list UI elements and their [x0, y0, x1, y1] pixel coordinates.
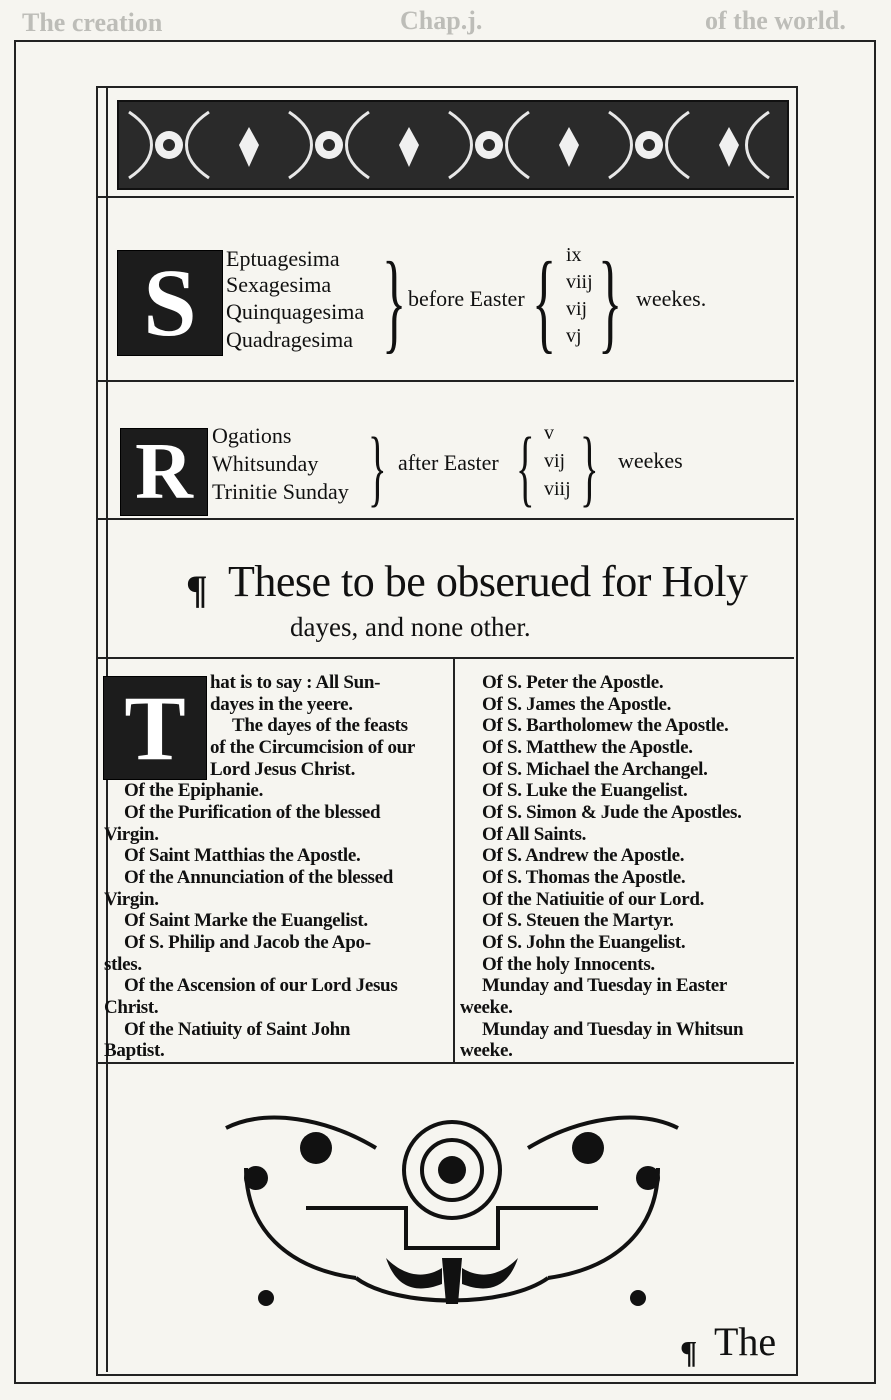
left-line: Of the Ascension of our Lord Jesus — [124, 975, 398, 996]
right-line: Of the Natiuitie of our Lord. — [482, 889, 705, 910]
column-divider — [453, 657, 455, 1062]
pilcrow-icon: ¶ — [186, 567, 208, 612]
right-line: Of S. James the Apostle. — [482, 694, 672, 715]
left-line: Of the Epiphanie. — [124, 780, 264, 801]
rule-below-columns — [96, 1062, 794, 1064]
left-line: Of Saint Marke the Euangelist. — [124, 910, 368, 931]
right-line: Munday and Tuesday in Easter — [482, 975, 728, 996]
left-line: Of S. Philip and Jacob the Apo- — [124, 932, 371, 953]
catchword: The — [714, 1319, 777, 1364]
septuagesima-weeks-1: ix — [566, 244, 582, 266]
left-line: Of the Natiuity of Saint John — [124, 1019, 351, 1040]
right-line: Of S. John the Euangelist. — [482, 932, 686, 953]
rule-below-banner — [96, 196, 794, 198]
right-line: Of S. Thomas the Apostle. — [482, 867, 686, 888]
right-line: Of S. Luke the Euangelist. — [482, 780, 688, 801]
rogation-sunday-2: Whitsunday — [212, 451, 319, 476]
left-line: Of Saint Matthias the Apostle. — [124, 845, 361, 866]
brace-icon: } — [368, 419, 387, 515]
brace-icon: } — [382, 240, 407, 364]
septuagesima-sunday-3: Quinquagesima — [226, 299, 365, 324]
left-line: stles. — [104, 954, 142, 975]
right-line: weeke. — [460, 997, 513, 1018]
left-line: Virgin. — [104, 824, 159, 845]
bleed-header-center: Chap.j. — [400, 6, 483, 35]
drop-cap-s: S — [117, 250, 223, 356]
septuagesima-sunday-4: Quadragesima — [226, 327, 354, 352]
drop-cap-t: T — [103, 676, 207, 780]
left-line: dayes in the yeere. — [210, 694, 353, 715]
rule-above-columns — [96, 657, 794, 659]
rogation-unit: weekes — [618, 448, 683, 473]
left-line: Baptist. — [104, 1040, 165, 1061]
catchword-pilcrow-icon: ¶ — [680, 1334, 698, 1370]
septuagesima-relation: before Easter — [408, 286, 525, 311]
right-line: Of the holy Innocents. — [482, 954, 655, 975]
septuagesima-sunday-1: Eptuagesima — [226, 246, 340, 271]
left-line: of the Circumcision of our — [210, 737, 416, 758]
thistle-rose-ornament-icon — [119, 102, 787, 188]
left-line: Virgin. — [104, 889, 159, 910]
brace-open-icon: { — [532, 240, 557, 364]
right-line: Of S. Steuen the Martyr. — [482, 910, 674, 931]
left-line: Of the Purification of the blessed — [124, 802, 381, 823]
left-line: Christ. — [104, 997, 159, 1018]
holy-days-heading-line1: These to be obserued for Holy — [228, 557, 748, 606]
rogation-sunday-3: Trinitie Sunday — [212, 479, 349, 504]
left-line: hat is to say : All Sun- — [210, 672, 381, 693]
septuagesima-sunday-2: Sexagesima — [226, 272, 332, 297]
rogation-sunday-1: Ogations — [212, 423, 292, 448]
left-line: Lord Jesus Christ. — [210, 759, 356, 780]
septuagesima-weeks-3: vij — [566, 298, 588, 320]
left-line: The dayes of the feasts — [232, 715, 408, 736]
right-line: Of S. Peter the Apostle. — [482, 672, 664, 693]
right-line: Of S. Michael the Archangel. — [482, 759, 708, 780]
septuagesima-unit: weekes. — [636, 286, 707, 311]
ornamental-banner — [117, 100, 789, 190]
brace-close-icon: } — [580, 419, 599, 515]
right-line: Munday and Tuesday in Whitsun — [482, 1019, 744, 1040]
right-line: Of S. Simon & Jude the Apostles. — [482, 802, 742, 823]
right-line: Of S. Matthew the Apostle. — [482, 737, 693, 758]
rule-below-septuagesima — [96, 380, 794, 382]
brace-open-icon: { — [516, 419, 535, 515]
left-line: Of the Annunciation of the blessed — [124, 867, 394, 888]
right-line: weeke. — [460, 1040, 513, 1061]
septuagesima-weeks-2: viij — [566, 271, 593, 293]
cherub-tailpiece-ornament-icon — [206, 1108, 698, 1318]
rogation-weeks-1: v — [544, 422, 554, 444]
right-line: Of S. Bartholomew the Apostle. — [482, 715, 729, 736]
rogation-weeks-2: vij — [544, 450, 566, 472]
septuagesima-weeks-4: vj — [566, 325, 582, 347]
rule-below-rogation — [96, 518, 794, 520]
right-line: Of S. Andrew the Apostle. — [482, 845, 685, 866]
rogation-relation: after Easter — [398, 450, 499, 475]
holy-days-heading-line2: dayes, and none other. — [290, 612, 531, 642]
right-line: Of All Saints. — [482, 824, 587, 845]
brace-close-icon: } — [598, 240, 623, 364]
bleed-header-right: of the world. — [705, 6, 846, 35]
rogation-weeks-3: viij — [544, 478, 571, 500]
drop-cap-r: R — [120, 428, 208, 516]
bleed-header-left: The creation — [22, 8, 163, 37]
